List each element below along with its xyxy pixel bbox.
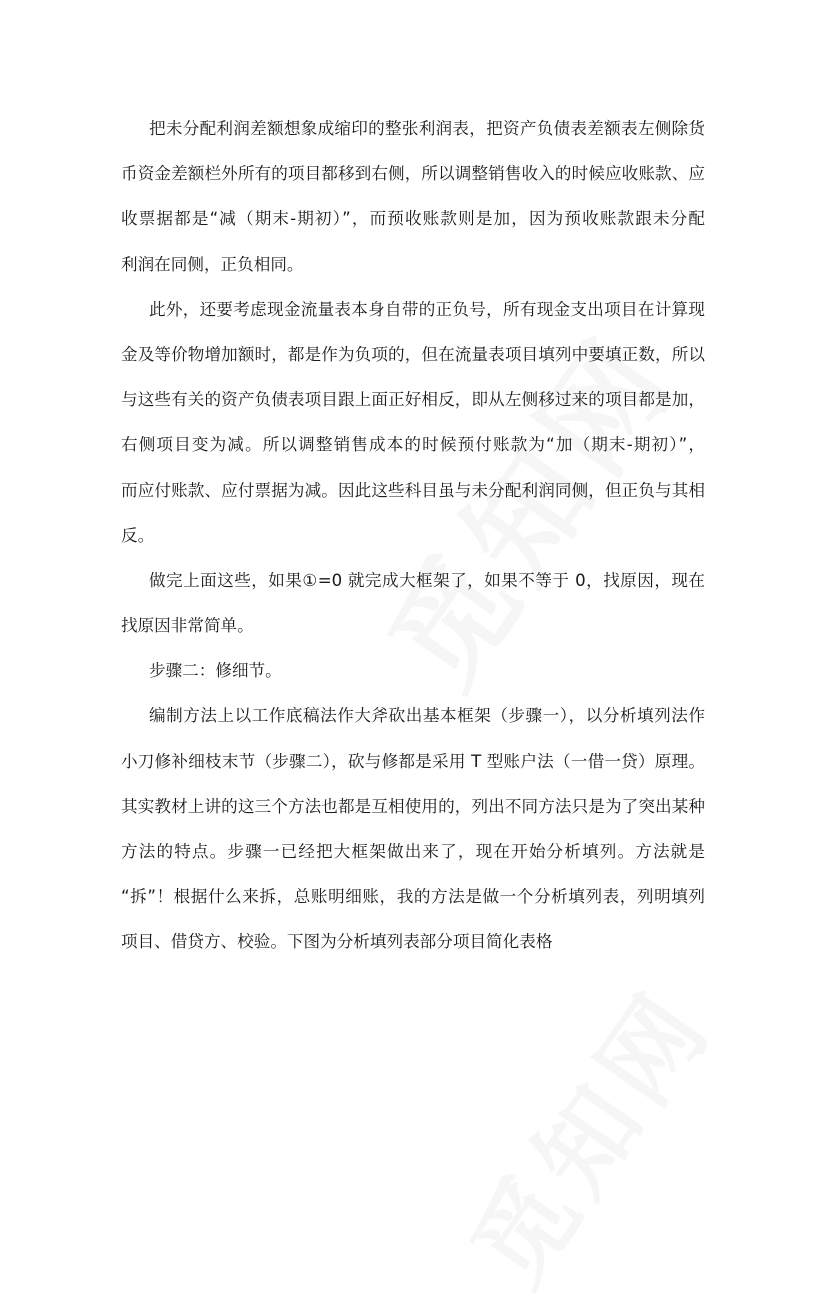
text-line: 收票据都是“减（期末-期初）”，而预收账款则是加，因为预收账款跟未分配: [121, 209, 705, 229]
paragraph: [121, 106, 705, 287]
document-body: [121, 106, 705, 965]
paragraph: [121, 558, 705, 648]
paragraph: [121, 648, 705, 693]
text-line: “拆”！根据什么来拆，总账明细账，我的方法是做一个分析填列表，列明填列: [121, 887, 705, 907]
text-line: 小刀修补细枝末节（步骤二），砍与修都是采用 T 型账户法（一借一贷）原理。: [121, 751, 705, 771]
text-line: 编制方法上以工作底稿法作大斧砍出基本框架（步骤一），以分析填列法作: [149, 706, 705, 726]
watermark: [431, 956, 738, 1308]
paragraph: [121, 693, 705, 964]
paragraph: [121, 287, 705, 558]
text-line: 利润在同侧，正负相同。: [121, 254, 304, 274]
text-line: 反。: [121, 525, 155, 545]
text-line: 金及等价物增加额时，都是作为负项的，但在流量表项目填列中要填正数，所以: [121, 344, 705, 364]
text-line: 项目、借贷方、校验。下图为分析填列表部分项目简化表格: [121, 932, 553, 952]
text-line: 右侧项目变为减。所以调整销售成本的时候预付账款为“加（期末-期初）”，: [121, 435, 705, 455]
text-line: 币资金差额栏外所有的项目都移到右侧，所以调整销售收入的时候应收账款、应: [121, 164, 705, 184]
text-line: 找原因非常简单。: [121, 616, 254, 636]
text-line: 步骤二：修细节。: [149, 661, 282, 681]
text-line: 把未分配利润差额想象成缩印的整张利润表，把资产负债表差额表左侧除货: [149, 119, 705, 138]
text-line: 而应付账款、应付票据为减。因此这些科目虽与未分配利润同侧，但正负与其相: [121, 480, 705, 500]
text-line: 此外，还要考虑现金流量表本身自带的正负号，所有现金支出项目在计算现: [149, 299, 705, 319]
text-line: 与这些有关的资产负债表项目跟上面正好相反，即从左侧移过来的项目都是加，: [121, 390, 705, 410]
text-line: 其实教材上讲的这三个方法也都是互相使用的，列出不同方法只是为了突出某种: [121, 796, 705, 816]
text-line: 方法的特点。步骤一已经把大框架做出来了，现在开始分析填列。方法就是: [121, 842, 705, 861]
text-line: 做完上面这些，如果①=0 就完成大框架了，如果不等于 0，找原因，现在: [149, 570, 705, 590]
